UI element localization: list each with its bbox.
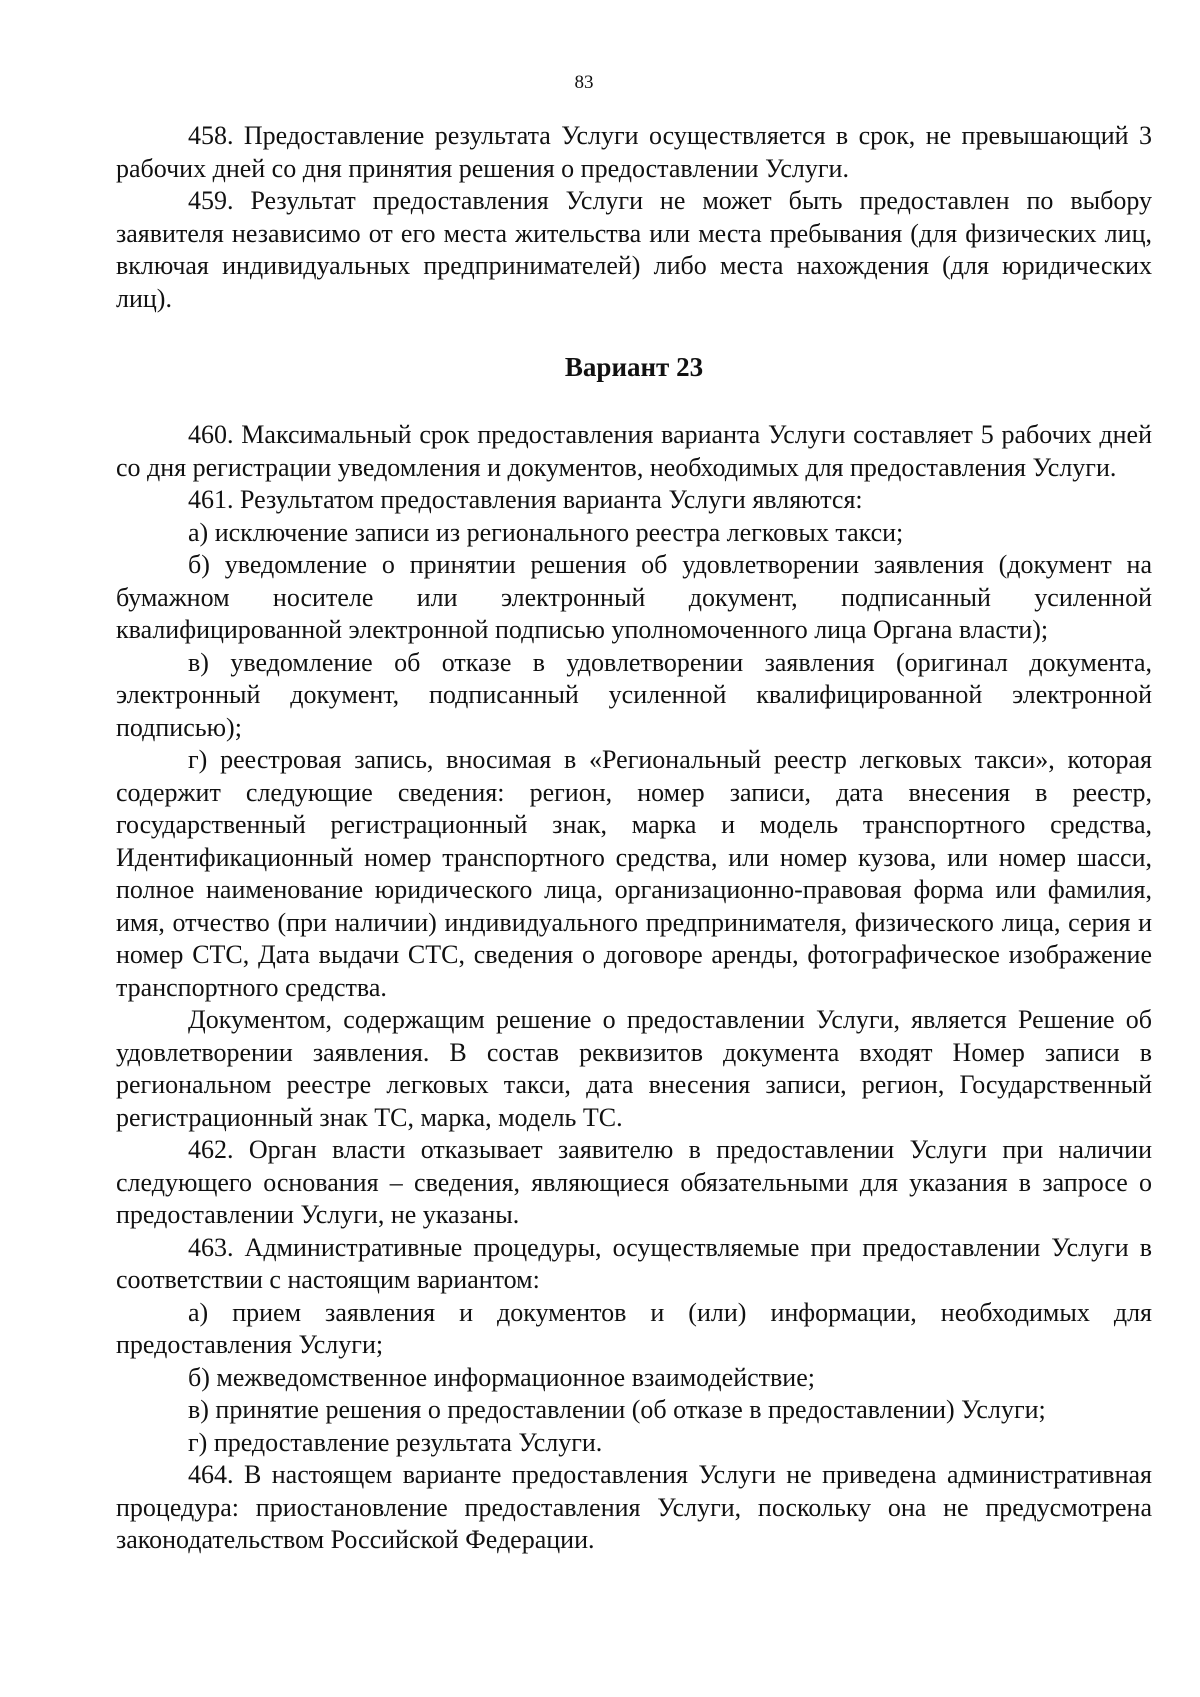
list-item-463-a: а) прием заявления и документов и (или) информации, необходимых для предоставления Услуги;: [116, 1297, 1152, 1359]
paragraph-461: 461. Результатом предоставления варианта Услуги являются:: [188, 485, 863, 514]
paragraph-459: 459. Результат предоставления Услуги не может быть предоставлен по выбору заявителя независимо от его места жительства или места пребывания (для физических лиц, включая индивидуальных предпринимателей) либо места нахождения (для юридических лиц).: [116, 186, 1152, 313]
list-item-461-g: г) реестровая запись, вносимая в «Региональный реестр легковых такси», которая содержит следующие сведения: регион, номер записи, дата внесения в реестр, государственный регистрационный знак, марка и модель транспортного средства, Идентификационный номер транспортного средства, или номер кузова, или номер шасси, полное наименование юридического лица, организационно-правовая форма или фамилия, имя, отчество (при наличии) индивидуального предпринимателя, физического лица, серия и номер СТС, Дата выдачи СТС, сведения о договоре аренды, фотографическое изображение транспортного средства.: [116, 745, 1152, 1002]
paragraph-460: 460. Максимальный срок предоставления варианта Услуги составляет 5 рабочих дней со дня регистрации уведомления и документов, необходимых для предоставления Услуги.: [116, 420, 1152, 482]
list-item-461-b: б) уведомление о принятии решения об удовлетворении заявления (документ на бумажном носителе или электронный документ, подписанный усиленной квалифицированной электронной подписью уполномоченного лица Органа власти);: [116, 550, 1152, 644]
section-heading: Вариант 23: [564, 352, 704, 382]
list-item-463-b: б) межведомственное информационное взаимодействие;: [188, 1362, 815, 1392]
list-item-463-g: г) предоставление результата Услуги.: [188, 1427, 603, 1457]
paragraph-463: 463. Административные процедуры, осуществляемые при предоставлении Услуги в соответствии с настоящим вариантом:: [116, 1232, 1152, 1294]
spacer: [116, 383, 1152, 419]
list-item-461-v: в) уведомление об отказе в удовлетворении заявления (оригинал документа, электронный документ, подписанный усиленной квалифицированной электронной подписью);: [116, 647, 1152, 742]
paragraph-decision-document: Документом, содержащим решение о предоставлении Услуги, является Решение об удовлетворении заявления. В состав реквизитов документа входят Номер записи в региональном реестре легковых такси, дата внесения записи, регион, Государственный регистрационный знак ТС, марка, модель ТС.: [116, 1005, 1152, 1132]
list-item-463-v: в) принятие решения о предоставлении (об отказе в предоставлении) Услуги;: [188, 1395, 1046, 1424]
paragraph-464: 464. В настоящем варианте предоставления Услуги не приведена административная процедура: приостановление предоставления Услуги, поскольку она не предусмотрена законодательством Российской Федерации.: [116, 1460, 1152, 1554]
paragraph-462: 462. Орган власти отказывает заявителю в предоставлении Услуги при наличии следующего основания – сведения, являющиеся обязательными для указания в запросе о предоставлении Услуги, не указаны.: [116, 1135, 1152, 1229]
page-number: 83: [574, 72, 594, 93]
document-body: [116, 120, 1152, 1557]
list-item-461-a: а) исключение записи из регионального реестра легковых такси;: [188, 517, 904, 547]
spacer: [116, 315, 1152, 351]
paragraph-458: 458. Предоставление результата Услуги осуществляется в срок, не превышающий 3 рабочих дней со дня принятия решения о предоставлении Услуги.: [116, 121, 1152, 183]
